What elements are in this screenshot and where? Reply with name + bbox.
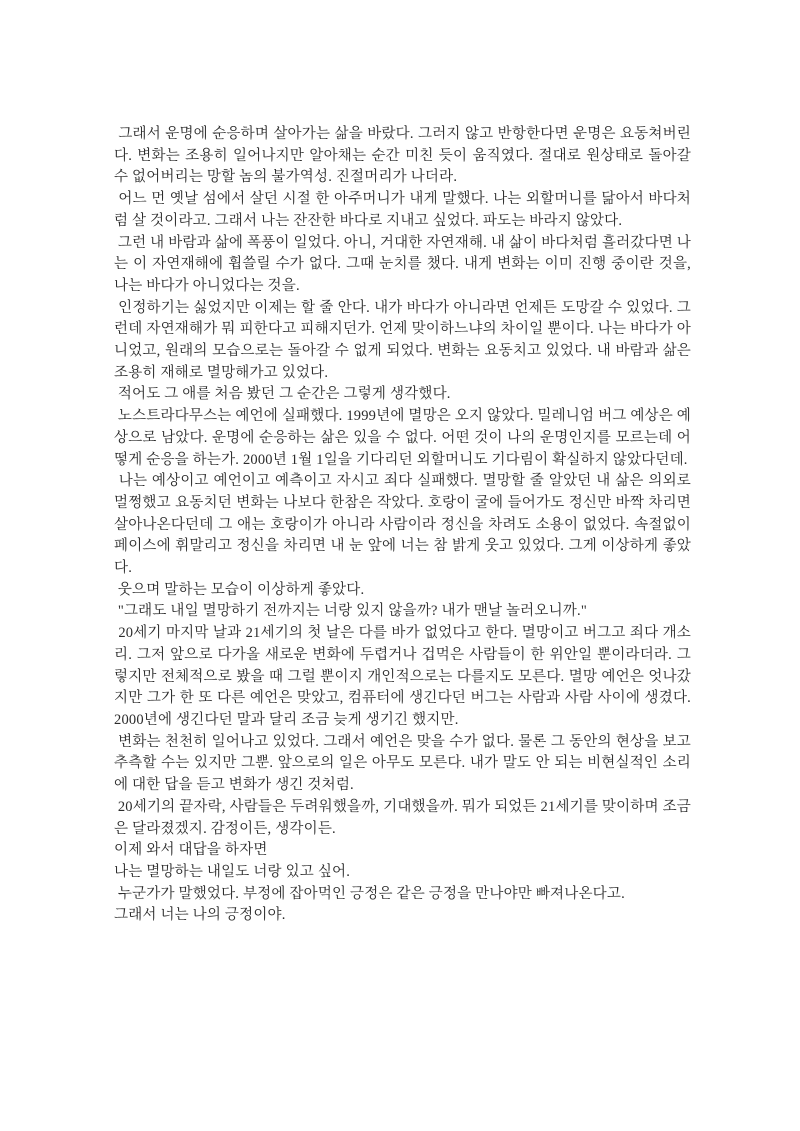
paragraph: 인정하기는 싫었지만 이제는 할 줄 안다. 내가 바다가 아니라면 언제든 도망갈 수 있었다. 그런데 자연재해가 뭐 피한다고 피해지던가. 언제 맞이하느냐의 차이일 뿐이다. 나는 바다가 아니었고, 원래의 모습으로는 돌아갈 수 없게 되었다. 변화는 요동치고 있었다. 내 바람과 삶은 조용히 재해로 멸망해가고 있었다. bbox=[114, 299, 695, 381]
paragraph: 그래서 너는 나의 긍정이야. bbox=[114, 907, 286, 924]
paragraph: 20세기 마지막 날과 21세기의 첫 날은 다를 바가 없었다고 한다. 멸망이고 버그고 죄다 개소리. 그저 앞으로 다가올 새로운 변화에 두렵거나 겁먹은 사람들이 한 위안일 뿐이라더라. 그렇지만 전체적으로 봤을 때 그럴 뿐이지 개인적으로는 다를지도 모른다. 멸망 예언은 엇나갔지만 그가 한 또 다른 예언은 맞았고, 컴퓨터에 생긴다던 버그는 사람과 사람 사이에 생겼다. 2000년에 생긴다던 말과 달리 조금 늦게 생기긴 했지만. bbox=[114, 625, 695, 728]
paragraph-dialogue: "그래도 내일 멸망하기 전까지는 너랑 있지 않을까? 내가 맨날 놀러오니까." bbox=[114, 603, 587, 620]
paragraph: 나는 멸망하는 내일도 너랑 있고 싶어. bbox=[114, 863, 351, 880]
paragraph: 어느 먼 옛날 섬에서 살던 시절 한 아주머니가 내게 말했다. 나는 외할머니를 닮아서 바다처럼 살 것이라고. 그래서 나는 잔잔한 바다로 지내고 싶었다. 파도는 바라지 않았다. bbox=[114, 191, 692, 229]
paragraph: 적어도 그 애를 처음 봤던 그 순간은 그렇게 생각했다. bbox=[114, 386, 451, 403]
paragraph: 누군가가 말했었다. 부정에 잡아먹인 긍정은 같은 긍정을 만나야만 빠져나온다고. bbox=[114, 885, 625, 902]
paragraph: 웃으며 말하는 모습이 이상하게 좋았다. bbox=[114, 581, 365, 598]
paragraph: 이제 와서 대답을 하자면 bbox=[114, 842, 268, 859]
paragraph: 20세기의 끝자락, 사람들은 두려워했을까, 기대했을까. 뭐가 되었든 21세기를 맞이하며 조금은 달라졌겠지. 감정이든, 생각이든. bbox=[114, 798, 691, 837]
paragraph: 노스트라다무스는 예언에 실패했다. 1999년에 멸망은 오지 않았다. 밀레니엄 버그 예상은 예상으로 남았다. 운명에 순응하는 삶은 있을 수 없다. 어떤 것이 나의 운명인지를 모르는데 어떻게 순응을 하는가. 2000년 1월 1일을 기다리던 외할머니도 기다림이 확실하지 않았다던데. bbox=[114, 408, 691, 468]
paragraph: 그래서 운명에 순응하며 살아가는 삶을 바랐다. 그러지 않고 반항한다면 운명은 요동쳐버린다. 변화는 조용히 일어나지만 알아채는 순간 미친 듯이 움직였다. 절대로 원상태로 돌아갈 수 없어버리는 망할 놈의 불가역성. 진절머리가 나더라. bbox=[114, 126, 695, 186]
paragraph: 그런 내 바람과 삶에 폭풍이 일었다. 아니, 거대한 자연재해. 내 삶이 바다처럼 흘러갔다면 나는 이 자연재해에 휩쓸릴 수가 없다. 그때 눈치를 챘다. 내게 변화는 이미 진행 중이란 것을, 나는 바다가 아니었다는 것을. bbox=[114, 234, 695, 294]
document-body-text bbox=[114, 124, 695, 927]
paragraph: 나는 예상이고 예언이고 예측이고 자시고 죄다 실패했다. 멸망할 줄 알았던 내 삶은 의외로 멀쩡했고 요동치던 변화는 나보다 한참은 작았다. 호랑이 굴에 들어가도 정신만 바짝 차리면 살아나온다던데 그 애는 호랑이가 아니라 사람이라 정신을 차려도 소용이 없었다. 속절없이 페이스에 휘말리고 정신을 차리면 내 눈 앞에 너는 참 밝게 웃고 있었다. 그게 이상하게 좋았다. bbox=[114, 473, 695, 577]
paragraph: 변화는 천천히 일어나고 있었다. 그래서 예언은 맞을 수가 없다. 물론 그 동안의 현상을 보고 추측할 수는 있지만 그뿐. 앞으로의 일은 아무도 모른다. 내가 말도 안 되는 비현실적인 소리에 대한 답을 듣고 변화가 생긴 것처럼. bbox=[114, 733, 695, 794]
